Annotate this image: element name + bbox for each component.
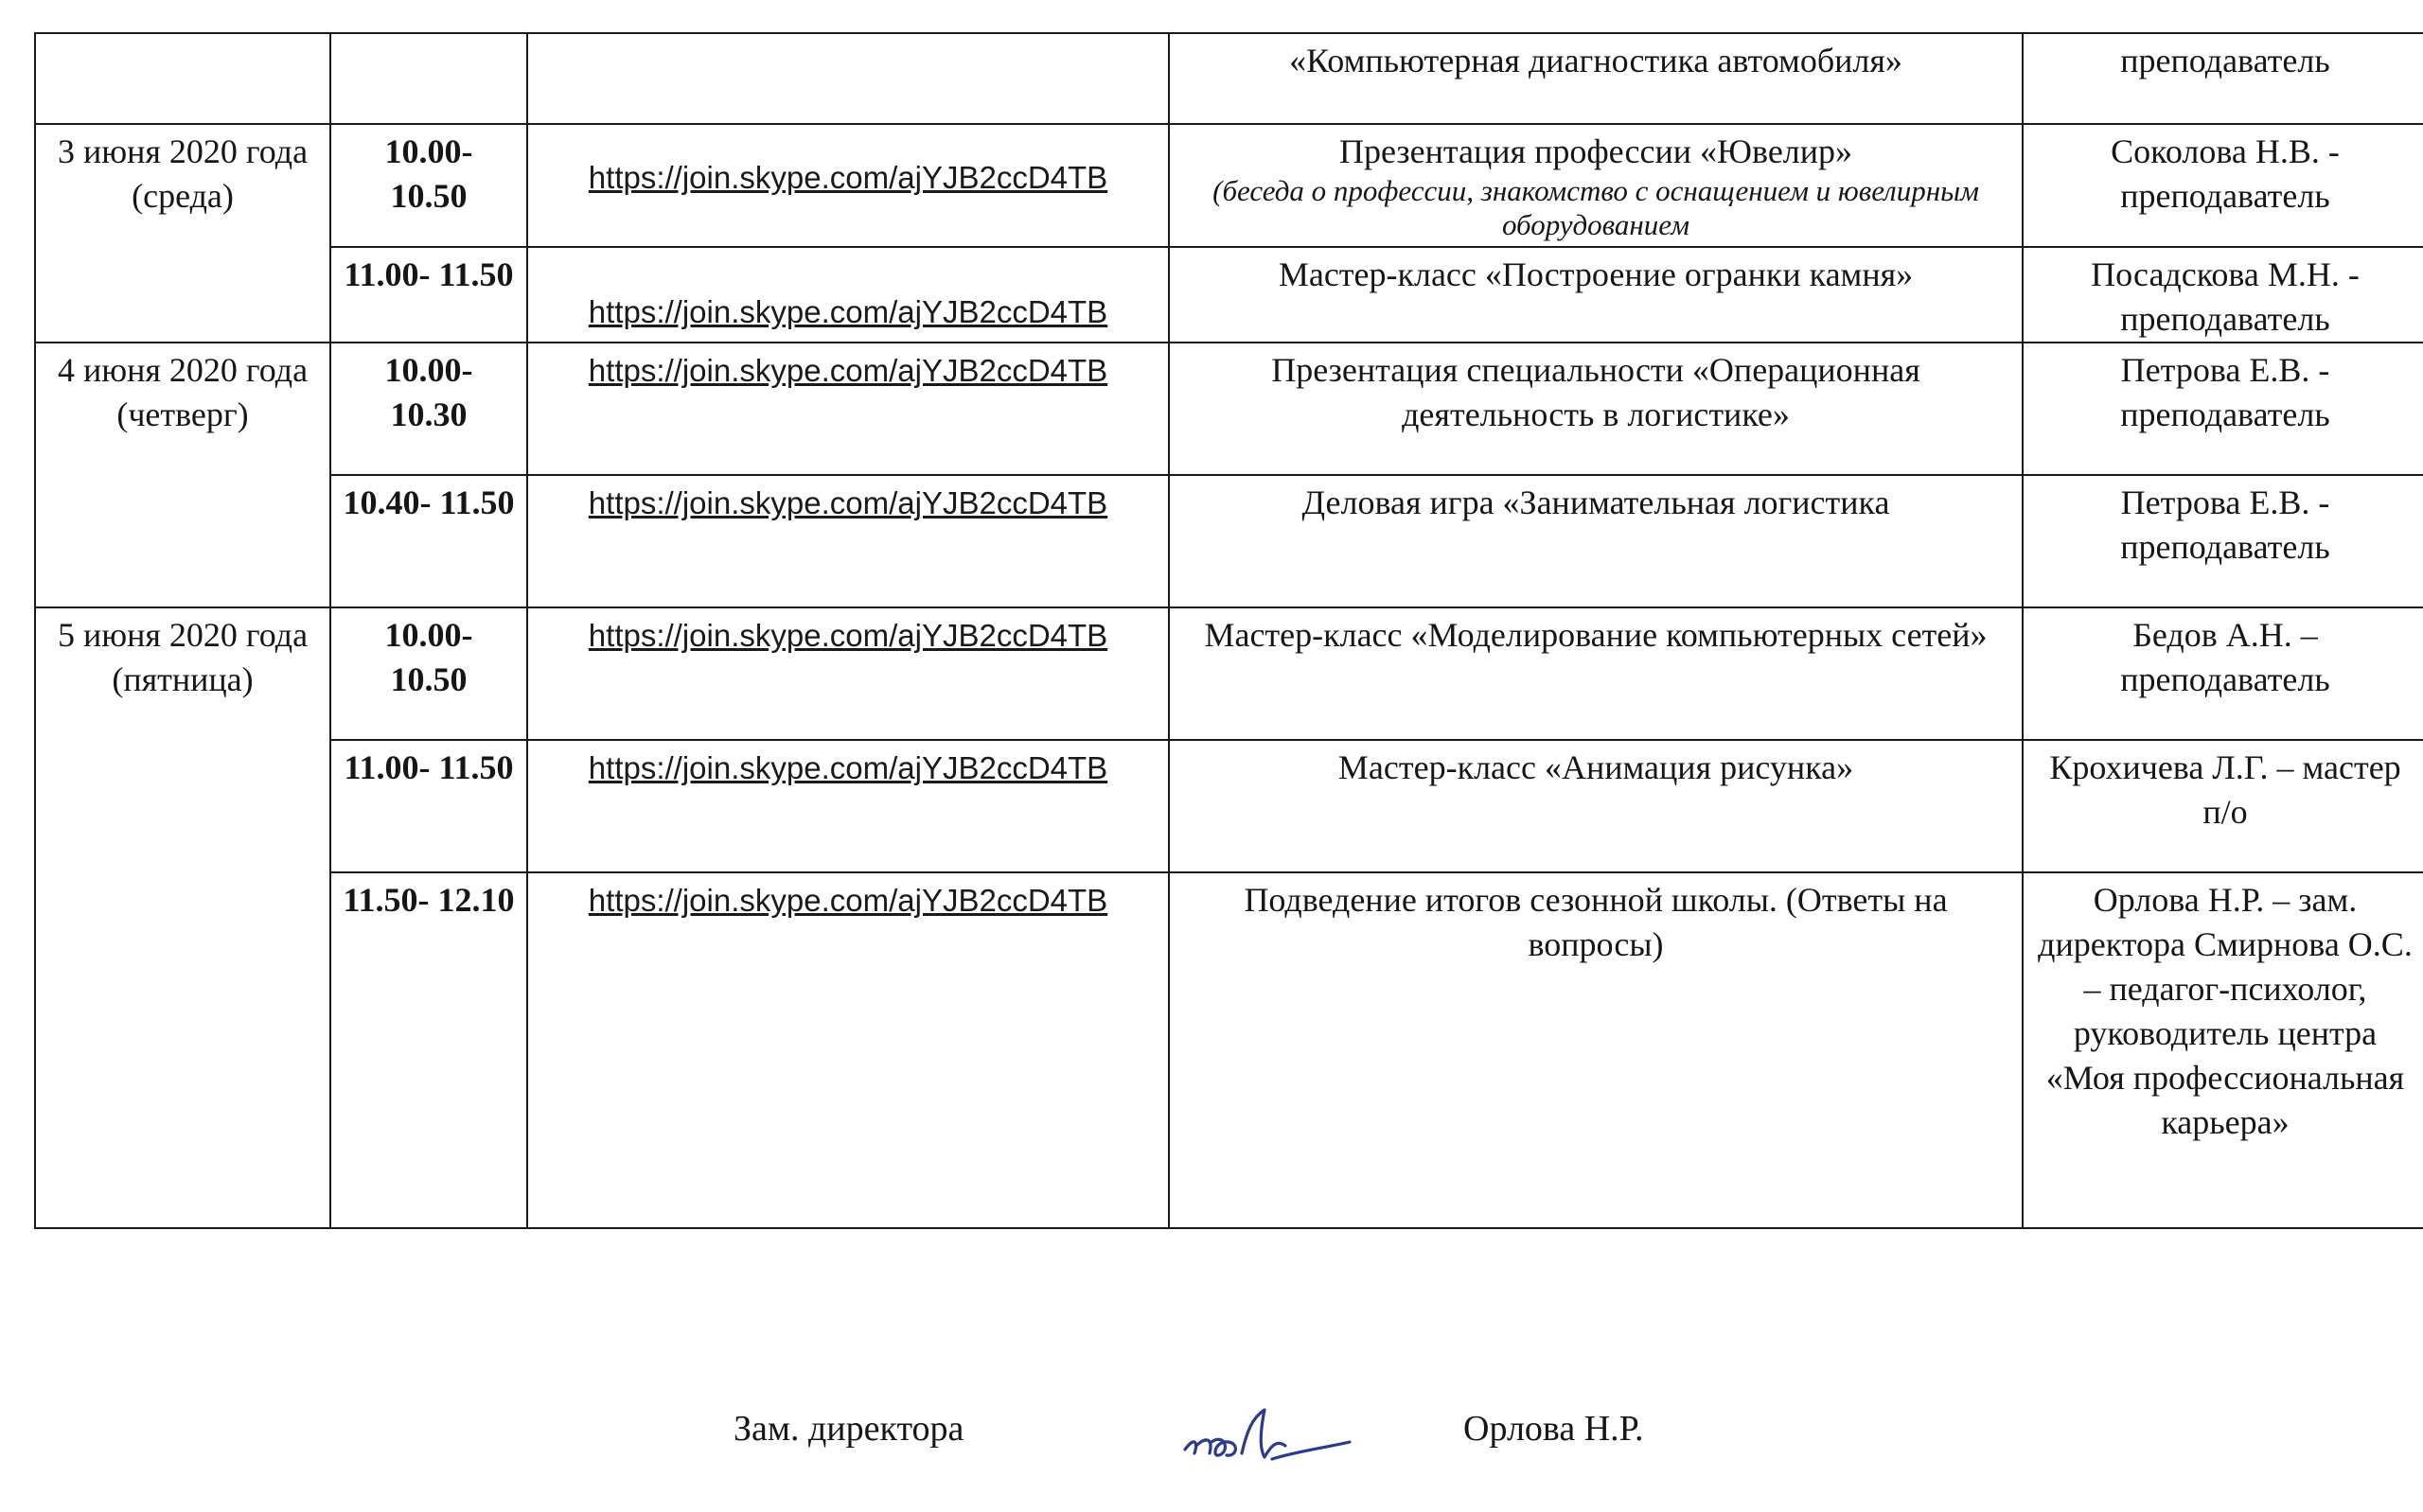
table-row: [35, 475, 2423, 607]
presenter-cell: [2023, 343, 2423, 475]
presenter-text: Посадскова М.Н. - преподаватель: [2091, 255, 2360, 338]
event-title: Деловая игра «Занимательная логистика: [1301, 483, 1890, 521]
event-title: Мастер-класс «Моделирование компьютерных сетей»: [1204, 616, 1988, 654]
event-cell: [1169, 33, 2023, 124]
event-cell: [1169, 475, 2023, 607]
signatory-title: Зам. директора: [734, 1409, 964, 1449]
signature-block: [0, 1400, 2423, 1476]
event-cell: [1169, 740, 2023, 872]
skype-link[interactable]: https://join.skype.com/ajYJB2ccD4TB: [588, 750, 1108, 785]
presenter-cell: [2023, 124, 2423, 247]
table-row: [35, 872, 2423, 1228]
time-cell: [330, 124, 527, 247]
link-cell: [527, 475, 1169, 607]
presenter-text: Петрова Е.В. - преподаватель: [2120, 483, 2330, 566]
event-cell: [1169, 247, 2023, 343]
event-cell: [1169, 343, 2023, 475]
presenter-cell: [2023, 475, 2423, 607]
presenter-cell: [2023, 740, 2423, 872]
link-cell: [527, 343, 1169, 475]
time-cell: [330, 740, 527, 872]
date-text: 5 июня 2020 года (пятница): [57, 616, 309, 698]
skype-link[interactable]: https://join.skype.com/ajYJB2ccD4TB: [588, 485, 1108, 520]
presenter-text: Соколова Н.В. - преподаватель: [2111, 132, 2340, 215]
table-row: [35, 33, 2423, 124]
event-title: Мастер-класс «Построение огранки камня»: [1278, 255, 1914, 293]
schedule-table: [34, 32, 2423, 1229]
event-title: Мастер-класс «Анимация рисунка»: [1337, 748, 1854, 786]
date-cell: [35, 124, 330, 343]
presenter-text: Крохичева Л.Г. – мастер п/о: [2049, 748, 2401, 831]
event-title: Подведение итогов сезонной школы. (Ответы на вопросы): [1244, 881, 1948, 963]
time-text: 11.50- 12.10: [343, 881, 515, 919]
date-cell: [35, 343, 330, 607]
table-row: [35, 124, 2423, 247]
presenter-cell: [2023, 247, 2423, 343]
link-cell: [527, 607, 1169, 740]
presenter-cell: [2023, 872, 2423, 1228]
time-cell: [330, 33, 527, 124]
link-cell: [527, 247, 1169, 343]
event-title: «Компьютерная диагностика автомобиля»: [1289, 42, 1902, 79]
presenter-text: преподаватель: [2120, 42, 2330, 79]
time-cell: [330, 607, 527, 740]
time-cell: [330, 872, 527, 1228]
date-text: 3 июня 2020 года (среда): [57, 132, 309, 215]
date-cell: [35, 607, 330, 1228]
signatory-name: Орлова Н.Р.: [1463, 1409, 1644, 1449]
table-row: [35, 740, 2423, 872]
link-cell: [527, 33, 1169, 124]
time-text: 11.00- 11.50: [344, 748, 514, 786]
time-text: 10.00- 10.50: [384, 132, 473, 215]
presenter-cell: [2023, 607, 2423, 740]
handwritten-signature: [1174, 1400, 1353, 1476]
link-cell: [527, 872, 1169, 1228]
event-cell: [1169, 607, 2023, 740]
skype-link[interactable]: https://join.skype.com/ajYJB2ccD4TB: [588, 883, 1108, 918]
event-title: Презентация специальности «Операционная деятельность в логистике»: [1271, 351, 1920, 433]
skype-link[interactable]: https://join.skype.com/ajYJB2ccD4TB: [588, 294, 1108, 329]
time-text: 10.40- 11.50: [343, 483, 515, 521]
presenter-cell: [2023, 33, 2423, 124]
time-cell: [330, 343, 527, 475]
presenter-text: Петрова Е.В. - преподаватель: [2120, 351, 2330, 433]
link-cell: [527, 740, 1169, 872]
table-row: [35, 607, 2423, 740]
time-text: 10.00- 10.30: [384, 351, 473, 433]
time-text: 11.00- 11.50: [344, 255, 514, 293]
event-cell: [1169, 124, 2023, 247]
time-cell: [330, 247, 527, 343]
date-cell: [35, 33, 330, 124]
presenter-text: Орлова Н.Р. – зам. директора Смирнова О.С. – педагог-психолог, руководитель центра «Моя профессиональная карьера»: [2038, 881, 2413, 1141]
event-title: Презентация профессии «Ювелир»: [1338, 132, 1853, 170]
presenter-text: Бедов А.Н. – преподаватель: [2120, 616, 2330, 698]
table-row: [35, 247, 2423, 343]
event-note: (беседа о профессии, знакомство с оснащением и ювелирным оборудованием: [1212, 174, 1979, 241]
time-text: 10.00- 10.50: [384, 616, 473, 698]
event-cell: [1169, 872, 2023, 1228]
link-cell: [527, 124, 1169, 247]
skype-link[interactable]: https://join.skype.com/ajYJB2ccD4TB: [588, 353, 1108, 388]
time-cell: [330, 475, 527, 607]
date-text: 4 июня 2020 года (четверг): [57, 351, 309, 433]
table-row: [35, 343, 2423, 475]
skype-link[interactable]: https://join.skype.com/ajYJB2ccD4TB: [588, 160, 1108, 195]
skype-link[interactable]: https://join.skype.com/ajYJB2ccD4TB: [588, 618, 1108, 653]
